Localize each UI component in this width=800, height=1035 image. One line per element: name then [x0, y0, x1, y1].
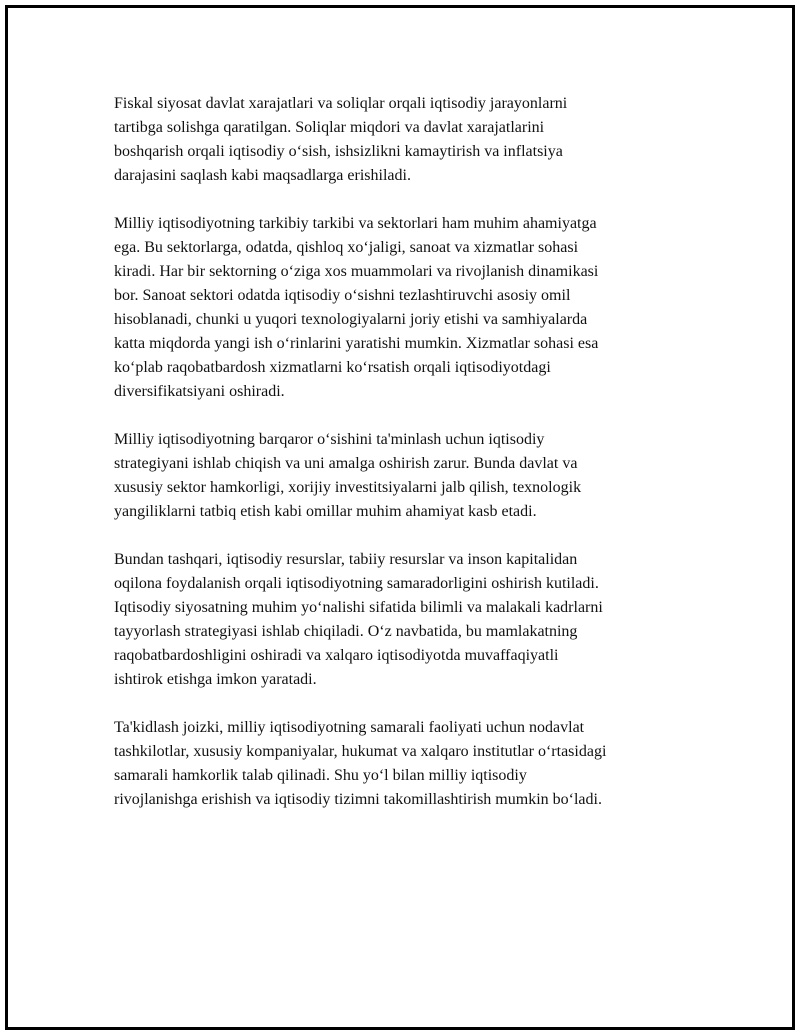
document-body	[114, 92, 704, 836]
paragraph-fiscal-policy: Fiskal siyosat davlat xarajatlari va soliqlar orqali iqtisodiy jarayonlarni tartibga solishga qaratilgan. Soliqlar miqdori va davlat xarajatlarini boshqarish orqali iqtisodiy o‘sish, ishsizlikni kamaytirish va inflatsiya darajasini saqlash kabi maqsadlarga erishiladi.	[114, 95, 568, 184]
paragraph-economic-sectors: Milliy iqtisodiyotning tarkibiy tarkibi va sektorlari ham muhim ahamiyatga ega. Bu sektorlarga, odatda, qishloq xo‘jaligi, sanoat va xizmatlar sohasi kiradi. Har bir sektorning o‘ziga xos muammolari va rivojlanish dinamikasi bor. Sanoat sektori odatda iqtisodiy o‘sishni tezlashtiruvchi asosiy omil hisoblanadi, chunki u yuqori texnologiyalarni joriy etishi va samhiyalarda katta miqdorda yangi ish o‘rinlarini yaratishi mumkin. Xizmatlar sohasi esa ko‘plab raqobatbardosh xizmatlarni ko‘rsatish orqali iqtisodiyotdagi diversifikatsiyani oshiradi.	[114, 215, 599, 400]
paragraph-resource-efficiency: Bundan tashqari, iqtisodiy resurslar, tabiiy resurslar va inson kapitalidan oqilona foydalanish orqali iqtisodiyotning samaradorligini oshirish kutiladi. Iqtisodiy siyosatning muhim yo‘nalishi sifatida bilimli va malakali kadrlarni tayyorlash strategiyasi ishlab chiqiladi. O‘z navbatida, bu mamlakatning raqobatbardoshligini oshiradi va xalqaro iqtisodiyotda muvaffaqiyatli ishtirok etishga imkon yaratadi.	[114, 551, 603, 688]
paragraph-cooperation: Ta'kidlash joizki, milliy iqtisodiyotning samarali faoliyati uchun nodavlat tashkilotlar, xususiy kompaniyalar, hukumat va xalqaro institutlar o‘rtasidagi samarali hamkorlik talab qilinadi. Shu yo‘l bilan milliy iqtisodiy rivojlanishga erishish va iqtisodiy tizimni takomillashtirish mumkin bo‘ladi.	[114, 719, 607, 808]
paragraph-economic-strategy: Milliy iqtisodiyotning barqaror o‘sishini ta'minlash uchun iqtisodiy strategiyani ishlab chiqish va uni amalga oshirish zarur. Bunda davlat va xususiy sektor hamkorligi, xorijiy investitsiyalarni jalb qilish, texnologik yangiliklarni tatbiq etish kabi omillar muhim ahamiyat kasb etadi.	[114, 431, 582, 520]
